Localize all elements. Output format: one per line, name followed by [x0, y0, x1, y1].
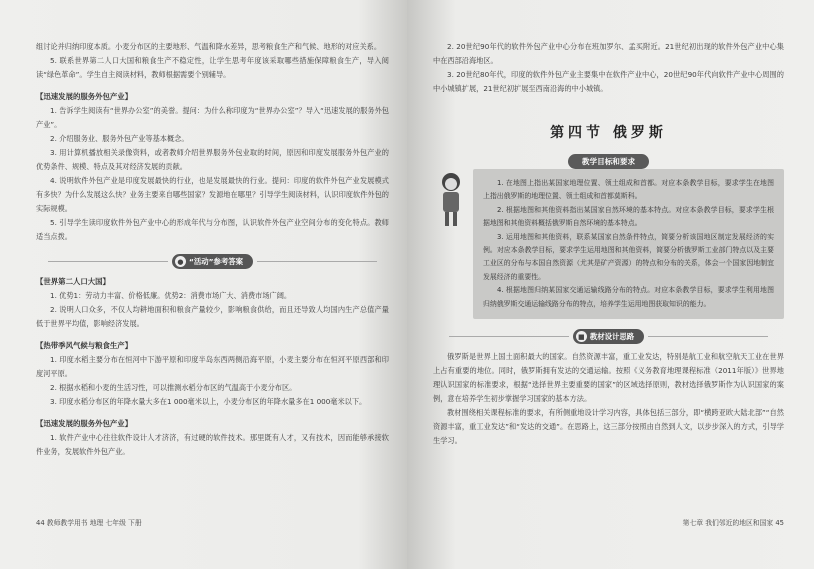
answer-heading-monsoon: 【热带季风气候与粮食生产】	[36, 341, 133, 350]
answer-population-2: 2. 说明人口众多，不仅人均耕地面积和粮食产量较少，影响粮食供给，而且还导致人均国内生产总值产量低于世界平均值，影响经济发展。	[36, 305, 389, 328]
answer-heading-population: 【世界第二人口大国】	[36, 277, 110, 286]
outsourcing-step-2: 2. 介绍服务业、服务外包产业等基本概念。	[50, 134, 189, 143]
answers-tag	[172, 254, 253, 269]
intro-paragraph-1: 组讨论并归纳印度本质。小麦分布区的主要地形、气温和降水差异，思考粮食生产和气候、地形的对应关系。	[36, 42, 382, 51]
design-paragraph-1: 俄罗斯是世界上国土面积最大的国家。自然资源丰富，重工业发达，特别是航工业和航空航天工业在世界上占有重要的地位。同时，俄罗斯拥有发达的交通运输。按照《义务教育地理课程标准（2011年版）》世界地理认识国家的标准要求，根据“选择世界主要重要的国家”的区域选择原则，教材选择俄罗斯作为认识国家的案例，意在培养学生初步掌握学习国家的基本方法。	[433, 352, 784, 404]
intro-paragraph-2: 5. 联系世界第二人口大国和粮食生产不稳定性，让学生思考年度该采取哪些措施保障粮食生产，导入阅读“绿色革命”。学生自主阅读材料，教师根据需要个别辅导。	[36, 56, 389, 79]
student-illustration-icon	[433, 170, 469, 230]
goal-item-3: 3. 运用地图和其他资料，联系某国家自然条件特点，简要分析该国地区制定发展经济的实例。对应本条教学目标，要求学生运用地图和其他资料，简要分析俄罗斯工业部门特点以及主要工业区的分布与本国自然资源（尤其是矿产资源）的特点和分布的关系，体会一个国家因地制宜发展经济的重要性。	[483, 232, 774, 281]
answers-banner	[36, 254, 389, 269]
section-heading-outsourcing: 【迅速发展的服务外包产业】	[36, 92, 133, 101]
divider	[48, 261, 168, 262]
design-tag-label: 教材设计思路	[589, 332, 635, 342]
goal-item-2: 2. 根据地图和其他资料指出某国家自然环境的基本特点。对应本条教学目标，要求学生根据地图和其他资料概括俄罗斯自然环境的基本特点。	[483, 205, 774, 228]
goal-item-4: 4. 根据地图归纳某国家交通运输线路分布的特点。对应本条教学目标，要求学生利用地图归纳俄罗斯交通运输线路分布的特点，培养学生运用地图获取知识的能力。	[483, 286, 774, 308]
outsourcing-step-5: 5. 引导学生读印度软件外包产业中心的形成年代与分布图，认识软件外包产业空间分布的变化特点。教师适当点拨。	[36, 218, 389, 241]
answer-monsoon-1: 1. 印度水稻主要分布在恒河中下游平原和印度半岛东西两侧沿海平原，小麦主要分布在恒河平原西部和印度河平原。	[36, 355, 389, 378]
design-paragraph-2: 教材围绕相关课程标准的要求，有所侧重地设计学习内容，具体包括三部分，即“横跨亚欧大陆北部”“自然资源丰富，重工业发达”和“发达的交通”。在思路上，这三部分按照由自然到人文，以步步深入的方式，引导学生学习。	[433, 408, 784, 446]
outsourcing-step-3: 3. 用计算机播放相关录像资料，或者教师介绍世界服务外包业取的时间，原因和印度发展服务外包产业的优势条件、规模、特点及其对经济发展的贡献。	[36, 148, 389, 171]
section-title: 第四节 俄罗斯	[550, 125, 667, 141]
answer-outsourcing-1: 1. 软件产业中心往往软件设计人才济济，有过硬的软件技术。那里既有人才，又有技术，因而能够承接软件业务，发展软件外包产业。	[36, 433, 389, 456]
divider	[257, 261, 377, 262]
answer-monsoon-2: 2. 根据水稻和小麦的生活习性，可以推测水稻分布区的气温高于小麦分布区。	[50, 383, 297, 392]
page-footer-right: 第七章 我们邻近的地区和国家 45	[682, 519, 784, 527]
book-icon: ■	[576, 331, 587, 342]
divider	[648, 336, 768, 337]
design-tag	[573, 329, 644, 344]
goals-tag: 教学目标和要求	[568, 154, 649, 169]
answers-tag-label: “活动”参考答案	[188, 257, 244, 266]
answer-monsoon-3: 3. 印度水稻分布区的年降水量大多在1 000毫米以上，小麦分布区的年降水量多在1 000毫米以下。	[50, 397, 367, 406]
right-page	[407, 0, 814, 569]
divider	[449, 336, 569, 337]
outsourcing-step-4: 4. 说明软件外包产业是印度发展最快的行业，也是发展最快的行业。提问：印度的软件外包产业发展模式有多快？为什么发展这么快？业务主要来自哪些国家？发源地在哪里？引导学生阅读材料，认识印度软件外包的实际规模。	[36, 176, 389, 213]
goals-header	[433, 154, 784, 169]
answer-outsourcing-2: 2. 20世纪90年代的软件外包产业中心分布在班加罗尔、孟买附近。21世纪初出现的软件外包产业中心集中在西部沿海地区。	[433, 42, 784, 65]
outsourcing-step-1: 1. 告诉学生阅读有“世界办公室”的美誉。提问：为什么称印度为“世界办公室”？导入“迅速发展的服务外包产业”。	[36, 106, 389, 129]
answer-heading-outsourcing: 【迅速发展的服务外包产业】	[36, 419, 133, 428]
page-footer-left: 44 教师教学用书 地理 七年级 下册	[36, 519, 142, 527]
activity-icon: ●	[175, 256, 186, 267]
answer-outsourcing-3: 3. 20世纪80年代，印度的软件外包产业主要集中在软件产业中心，20世纪90年代向软件产业中心周围的中小城镇扩展，21世纪初扩展至西南沿海的中小城镇。	[433, 70, 784, 93]
goal-item-1: 1. 在地图上指出某国家地理位置、领土组成和首都。对应本条教学目标，要求学生在地图上指出俄罗斯的地理位置、领土组成和首都莫斯科。	[483, 179, 774, 201]
answer-population-1: 1. 优势1：劳动力丰富、价格低廉。优势2：消费市场广大、消费市场广阔。	[50, 291, 292, 300]
goals-box	[473, 169, 784, 319]
design-banner	[433, 329, 784, 344]
